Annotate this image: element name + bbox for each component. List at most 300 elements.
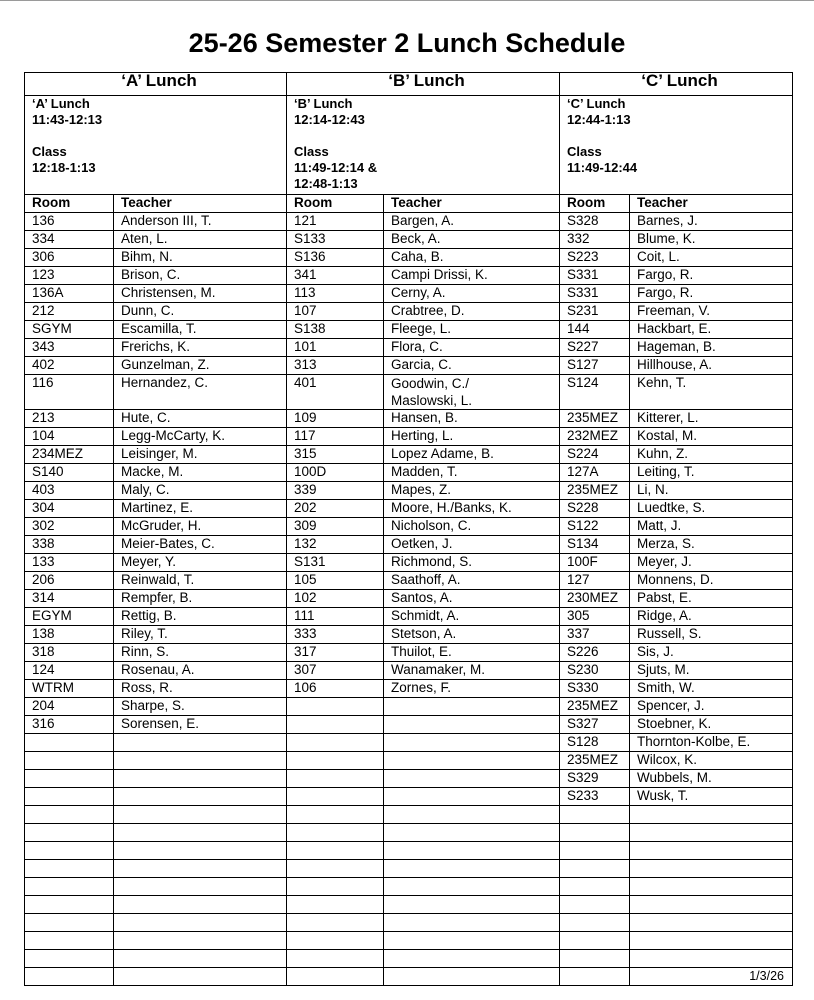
b-teacher-line-2: Maslowski, L. [391,393,473,408]
empty-table-row [25,878,793,896]
b-room-cell: 132 [287,536,384,554]
empty-cell [25,932,114,950]
b-teacher-cell: Madden, T. [384,464,560,482]
b-room-cell: 107 [287,303,384,321]
a-teacher-cell: Anderson III, T. [114,213,287,231]
a-room-cell: 124 [25,662,114,680]
empty-table-row [25,824,793,842]
a-teacher-header: Teacher [114,195,287,213]
a-room-cell: 136 [25,213,114,231]
a-room-cell: 338 [25,536,114,554]
b-teacher-header: Teacher [384,195,560,213]
empty-cell [560,806,630,824]
empty-cell [384,878,560,896]
b-teacher-cell: Nicholson, C. [384,518,560,536]
b-class-time-1: 11:49-12:14 & [294,160,378,175]
empty-cell [25,968,114,986]
b-room-cell [287,734,384,752]
b-room-cell [287,770,384,788]
c-teacher-cell: Monnens, D. [630,572,793,590]
empty-cell [384,896,560,914]
c-room-cell: 235MEZ [560,410,630,428]
empty-cell [630,878,793,896]
c-room-cell: 235MEZ [560,482,630,500]
lunch-header-row [25,73,793,96]
b-teacher-cell: Saathoff, A. [384,572,560,590]
b-room-cell: 106 [287,680,384,698]
a-teacher-cell: Meier-Bates, C. [114,536,287,554]
a-teacher-cell: Escamilla, T. [114,321,287,339]
table-row [25,554,793,572]
empty-cell [114,860,287,878]
b-teacher-cell: Fleege, L. [384,321,560,339]
empty-cell [630,914,793,932]
b-room-cell: S138 [287,321,384,339]
empty-cell [384,968,560,986]
a-teacher-cell: Rempfer, B. [114,590,287,608]
table-row [25,608,793,626]
empty-cell [630,824,793,842]
a-teacher-cell: Reinwald, T. [114,572,287,590]
a-room-cell: WTRM [25,680,114,698]
empty-cell [560,824,630,842]
b-lunch-time: 12:14-12:43 [294,112,365,127]
c-room-cell: 337 [560,626,630,644]
c-room-cell: S228 [560,500,630,518]
empty-table-row [25,932,793,950]
c-teacher-cell: Matt, J. [630,518,793,536]
a-room-cell: 116 [25,375,114,410]
c-teacher-cell: Russell, S. [630,626,793,644]
b-room-header: Room [287,195,384,213]
a-teacher-cell: Rinn, S. [114,644,287,662]
c-teacher-cell: Barnes, J. [630,213,793,231]
a-class-time: 12:18-1:13 [32,160,96,175]
a-room-cell: 306 [25,249,114,267]
b-room-cell: 101 [287,339,384,357]
a-teacher-cell: Hernandez, C. [114,375,287,410]
c-room-cell: 235MEZ [560,752,630,770]
b-room-cell: S131 [287,554,384,572]
a-room-cell: 334 [25,231,114,249]
b-room-cell: S136 [287,249,384,267]
c-teacher-cell: Wusk, T. [630,788,793,806]
a-room-cell: 212 [25,303,114,321]
table-row [25,249,793,267]
b-room-cell: 341 [287,267,384,285]
a-room-cell: 133 [25,554,114,572]
empty-cell [114,806,287,824]
b-lunch-heading: ‘B’ Lunch [287,73,560,96]
empty-cell [560,914,630,932]
a-teacher-cell: Riley, T. [114,626,287,644]
a-teacher-cell: McGruder, H. [114,518,287,536]
c-teacher-cell: Fargo, R. [630,285,793,303]
c-teacher-cell: Spencer, J. [630,698,793,716]
empty-cell [114,914,287,932]
c-lunch-time: 12:44-1:13 [567,112,631,127]
b-room-cell: 121 [287,213,384,231]
b-teacher-cell [384,716,560,734]
c-room-cell: 232MEZ [560,428,630,446]
a-teacher-cell: Rettig, B. [114,608,287,626]
c-room-cell: S124 [560,375,630,410]
empty-cell [287,932,384,950]
empty-cell [384,806,560,824]
b-teacher-cell: Lopez Adame, B. [384,446,560,464]
b-teacher-cell: Stetson, A. [384,626,560,644]
empty-cell [560,950,630,968]
empty-cell [560,932,630,950]
empty-cell [630,806,793,824]
c-teacher-cell: Hackbart, E. [630,321,793,339]
a-teacher-cell [114,752,287,770]
a-room-cell: 343 [25,339,114,357]
empty-cell [25,896,114,914]
c-room-cell: S227 [560,339,630,357]
c-room-cell: S223 [560,249,630,267]
b-teacher-cell: Garcia, C. [384,357,560,375]
c-room-cell: 235MEZ [560,698,630,716]
c-lunch-label: ‘C’ Lunch [567,96,626,111]
b-room-cell [287,716,384,734]
b-teacher-cell: Wanamaker, M. [384,662,560,680]
column-header-row [25,195,793,213]
table-row [25,285,793,303]
b-teacher-cell: Zornes, F. [384,680,560,698]
b-teacher-cell: Santos, A. [384,590,560,608]
empty-cell [114,896,287,914]
table-row [25,410,793,428]
table-row [25,788,793,806]
table-row [25,572,793,590]
b-teacher-cell: Richmond, S. [384,554,560,572]
empty-table-row [25,806,793,824]
table-row [25,339,793,357]
c-room-cell: 144 [560,321,630,339]
c-room-cell: S233 [560,788,630,806]
empty-cell [287,860,384,878]
a-teacher-cell: Sharpe, S. [114,698,287,716]
c-room-cell: S231 [560,303,630,321]
c-teacher-cell: Thornton-Kolbe, E. [630,734,793,752]
table-row [25,590,793,608]
table-row [25,716,793,734]
a-lunch-time: 11:43-12:13 [32,112,103,127]
table-row [25,734,793,752]
a-teacher-cell [114,788,287,806]
a-teacher-cell [114,770,287,788]
empty-cell [384,860,560,878]
b-room-cell: 307 [287,662,384,680]
empty-cell [560,968,630,986]
b-teacher-cell: Bargen, A. [384,213,560,231]
a-teacher-cell: Meyer, Y. [114,554,287,572]
b-room-cell: 105 [287,572,384,590]
b-teacher-cell [384,375,560,410]
c-lunch-heading: ‘C’ Lunch [560,73,793,96]
c-teacher-cell: Freeman, V. [630,303,793,321]
empty-cell [114,878,287,896]
table-row [25,752,793,770]
b-teacher-cell: Hansen, B. [384,410,560,428]
a-teacher-cell: Aten, L. [114,231,287,249]
b-room-cell: 109 [287,410,384,428]
b-teacher-line-1: Goodwin, C./ [391,376,470,391]
b-teacher-cell: Thuilot, E. [384,644,560,662]
a-teacher-cell: Dunn, C. [114,303,287,321]
a-room-cell [25,752,114,770]
empty-cell [287,842,384,860]
a-lunch-heading: ‘A’ Lunch [25,73,287,96]
a-room-cell: 136A [25,285,114,303]
table-row [25,213,793,231]
a-teacher-cell: Bihm, N. [114,249,287,267]
a-teacher-cell: Christensen, M. [114,285,287,303]
b-room-cell: 339 [287,482,384,500]
table-row [25,770,793,788]
b-room-cell: 315 [287,446,384,464]
a-room-cell: 402 [25,357,114,375]
a-room-cell: 403 [25,482,114,500]
c-teacher-cell: Blume, K. [630,231,793,249]
a-room-cell: 138 [25,626,114,644]
b-teacher-cell [384,698,560,716]
empty-table-row [25,896,793,914]
empty-cell [630,842,793,860]
lunch-schedule-table [24,72,793,986]
c-room-cell: S224 [560,446,630,464]
c-teacher-cell: Hageman, B. [630,339,793,357]
a-room-cell: 234MEZ [25,446,114,464]
c-room-cell: S230 [560,662,630,680]
table-row [25,267,793,285]
a-room-cell: 204 [25,698,114,716]
b-room-cell: 202 [287,500,384,518]
empty-cell [630,896,793,914]
b-teacher-cell: Beck, A. [384,231,560,249]
a-teacher-cell: Brison, C. [114,267,287,285]
b-teacher-cell [384,734,560,752]
table-row [25,644,793,662]
a-teacher-cell: Sorensen, E. [114,716,287,734]
empty-cell [25,842,114,860]
c-room-cell: 100F [560,554,630,572]
empty-cell [287,806,384,824]
b-lunch-label: ‘B’ Lunch [294,96,353,111]
c-class-time: 11:49-12:44 [567,160,638,175]
c-teacher-cell: Pabst, E. [630,590,793,608]
c-room-cell: S331 [560,267,630,285]
empty-cell [630,950,793,968]
c-room-cell: 127A [560,464,630,482]
b-room-cell [287,788,384,806]
c-teacher-cell: Stoebner, K. [630,716,793,734]
c-room-cell: S330 [560,680,630,698]
empty-table-row [25,968,793,986]
a-teacher-cell: Rosenau, A. [114,662,287,680]
a-lunch-times [25,96,287,195]
table-row [25,321,793,339]
empty-table-row [25,860,793,878]
c-room-cell: 127 [560,572,630,590]
a-room-cell [25,788,114,806]
table-row [25,536,793,554]
c-teacher-cell: Kehn, T. [630,375,793,410]
a-teacher-cell: Frerichs, K. [114,339,287,357]
b-teacher-cell: Herting, L. [384,428,560,446]
c-room-cell: S134 [560,536,630,554]
a-teacher-cell: Macke, M. [114,464,287,482]
b-room-cell: 401 [287,375,384,410]
empty-cell [287,968,384,986]
b-room-cell: 100D [287,464,384,482]
table-row [25,698,793,716]
b-room-cell [287,752,384,770]
lunch-times-row [25,96,793,195]
b-class-time-2: 12:48-1:13 [294,176,358,191]
table-row [25,500,793,518]
a-room-header: Room [25,195,114,213]
c-room-cell: S327 [560,716,630,734]
empty-cell [114,824,287,842]
empty-table-row [25,950,793,968]
empty-cell [25,860,114,878]
empty-cell [287,878,384,896]
a-room-cell: 123 [25,267,114,285]
empty-cell [560,878,630,896]
b-teacher-cell: Mapes, Z. [384,482,560,500]
a-lunch-label: ‘A’ Lunch [32,96,90,111]
b-teacher-cell: Campi Drissi, K. [384,267,560,285]
empty-cell [25,806,114,824]
table-row [25,231,793,249]
a-room-cell: 314 [25,590,114,608]
a-room-cell: 318 [25,644,114,662]
a-room-cell: 206 [25,572,114,590]
table-row [25,446,793,464]
a-room-cell: 213 [25,410,114,428]
b-teacher-cell [384,752,560,770]
table-row [25,626,793,644]
c-teacher-cell: Leiting, T. [630,464,793,482]
c-teacher-cell: Coit, L. [630,249,793,267]
empty-cell [560,842,630,860]
c-teacher-cell: Meyer, J. [630,554,793,572]
table-row [25,375,793,410]
a-teacher-cell: Ross, R. [114,680,287,698]
page-title: 25-26 Semester 2 Lunch Schedule [188,28,626,58]
c-teacher-cell: Kitterer, L. [630,410,793,428]
c-teacher-cell: Luedtke, S. [630,500,793,518]
b-teacher-cell: Flora, C. [384,339,560,357]
b-room-cell: 309 [287,518,384,536]
b-lunch-times [287,96,560,195]
b-teacher-cell: Cerny, A. [384,285,560,303]
c-teacher-cell: Smith, W. [630,680,793,698]
c-teacher-cell: Wubbels, M. [630,770,793,788]
empty-table-row [25,914,793,932]
c-room-cell: S128 [560,734,630,752]
c-room-cell: 230MEZ [560,590,630,608]
b-teacher-cell: Moore, H./Banks, K. [384,500,560,518]
c-teacher-cell: Merza, S. [630,536,793,554]
c-teacher-cell: Sjuts, M. [630,662,793,680]
c-room-cell: S328 [560,213,630,231]
c-room-cell: 332 [560,231,630,249]
empty-cell [384,914,560,932]
c-teacher-cell: Kostal, M. [630,428,793,446]
empty-cell [114,932,287,950]
c-teacher-cell: Li, N. [630,482,793,500]
revision-date: 1/3/26 [630,968,793,986]
empty-cell [560,860,630,878]
top-border-line [0,0,814,1]
c-teacher-cell: Hillhouse, A. [630,357,793,375]
c-class-label: Class [567,144,602,159]
a-teacher-cell: Leisinger, M. [114,446,287,464]
b-room-cell [287,698,384,716]
c-room-cell: S122 [560,518,630,536]
table-row [25,482,793,500]
a-room-cell: S140 [25,464,114,482]
empty-cell [287,914,384,932]
table-row [25,518,793,536]
empty-cell [630,932,793,950]
b-room-cell: 117 [287,428,384,446]
c-teacher-cell: Ridge, A. [630,608,793,626]
b-room-cell: 113 [287,285,384,303]
a-room-cell: SGYM [25,321,114,339]
b-class-label: Class [294,144,329,159]
empty-cell [25,914,114,932]
empty-cell [287,824,384,842]
a-room-cell [25,770,114,788]
empty-cell [25,878,114,896]
a-room-cell: EGYM [25,608,114,626]
table-row [25,662,793,680]
b-room-cell: 313 [287,357,384,375]
c-lunch-times [560,96,793,195]
b-teacher-cell: Oetken, J. [384,536,560,554]
empty-cell [287,950,384,968]
empty-cell [25,950,114,968]
a-class-label: Class [32,144,67,159]
empty-cell [25,824,114,842]
empty-cell [114,842,287,860]
c-room-cell: 305 [560,608,630,626]
table-row [25,428,793,446]
b-room-cell: 111 [287,608,384,626]
b-teacher-cell [384,788,560,806]
empty-cell [114,950,287,968]
empty-cell [630,860,793,878]
c-room-cell: S331 [560,285,630,303]
b-room-cell: 317 [287,644,384,662]
c-teacher-cell: Kuhn, Z. [630,446,793,464]
c-teacher-cell: Sis, J. [630,644,793,662]
b-room-cell: S133 [287,231,384,249]
table-row [25,357,793,375]
empty-cell [384,824,560,842]
b-room-cell: 333 [287,626,384,644]
table-row [25,303,793,321]
c-room-header: Room [560,195,630,213]
b-teacher-cell: Caha, B. [384,249,560,267]
b-teacher-cell [384,770,560,788]
empty-cell [287,896,384,914]
c-room-cell: S226 [560,644,630,662]
